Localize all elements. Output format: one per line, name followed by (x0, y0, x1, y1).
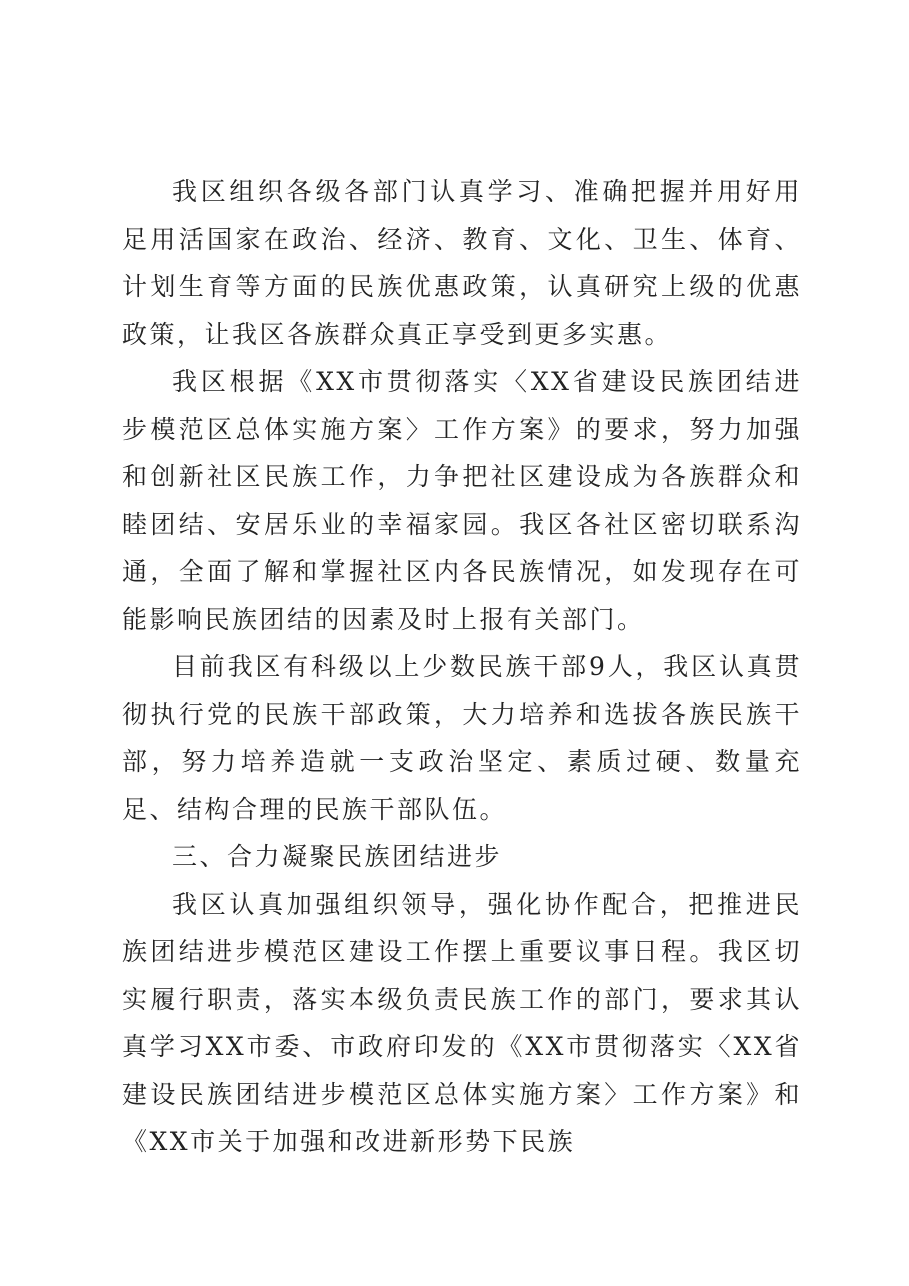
paragraph-cadres: 目前我区有科级以上少数民族干部9人，我区认真贯彻执行党的民族干部政策，大力培养和选拔各族民族干部，努力培养造就一支政治坚定、素质过硬、数量充足、结构合理的民族干部队伍。 (122, 652, 802, 824)
section-heading: 三、合力凝聚民族团结进步 (172, 842, 503, 871)
document-body (122, 168, 802, 1166)
paragraph-leadership: 我区认真加强组织领导，强化协作配合，把推进民族团结进步模范区建设工作摆上重要议事日程。我区切实履行职责，落实本级负责民族工作的部门，要求其认真学习XX市委、市政府印发的《XX市贯彻落实〈XX省建设民族团结进步模范区总体实施方案〉工作方案》和《XX市关于加强和改进新形势下民族 (122, 889, 802, 1156)
paragraph-policy: 我区组织各级各部门认真学习、准确把握并用好用足用活国家在政治、经济、教育、文化、卫生、体育、计划生育等方面的民族优惠政策，认真研究上级的优惠政策，让我区各族群众真正享受到更多实惠。 (122, 177, 802, 349)
paragraph-community: 我区根据《XX市贯彻落实〈XX省建设民族团结进步模范区总体实施方案〉工作方案》的要求，努力加强和创新社区民族工作，力争把社区建设成为各族群众和睦团结、安居乐业的幸福家园。我区各社区密切联系沟通，全面了解和掌握社区内各民族情况，如发现存在可能影响民族团结的因素及时上报有关部门。 (122, 367, 802, 634)
